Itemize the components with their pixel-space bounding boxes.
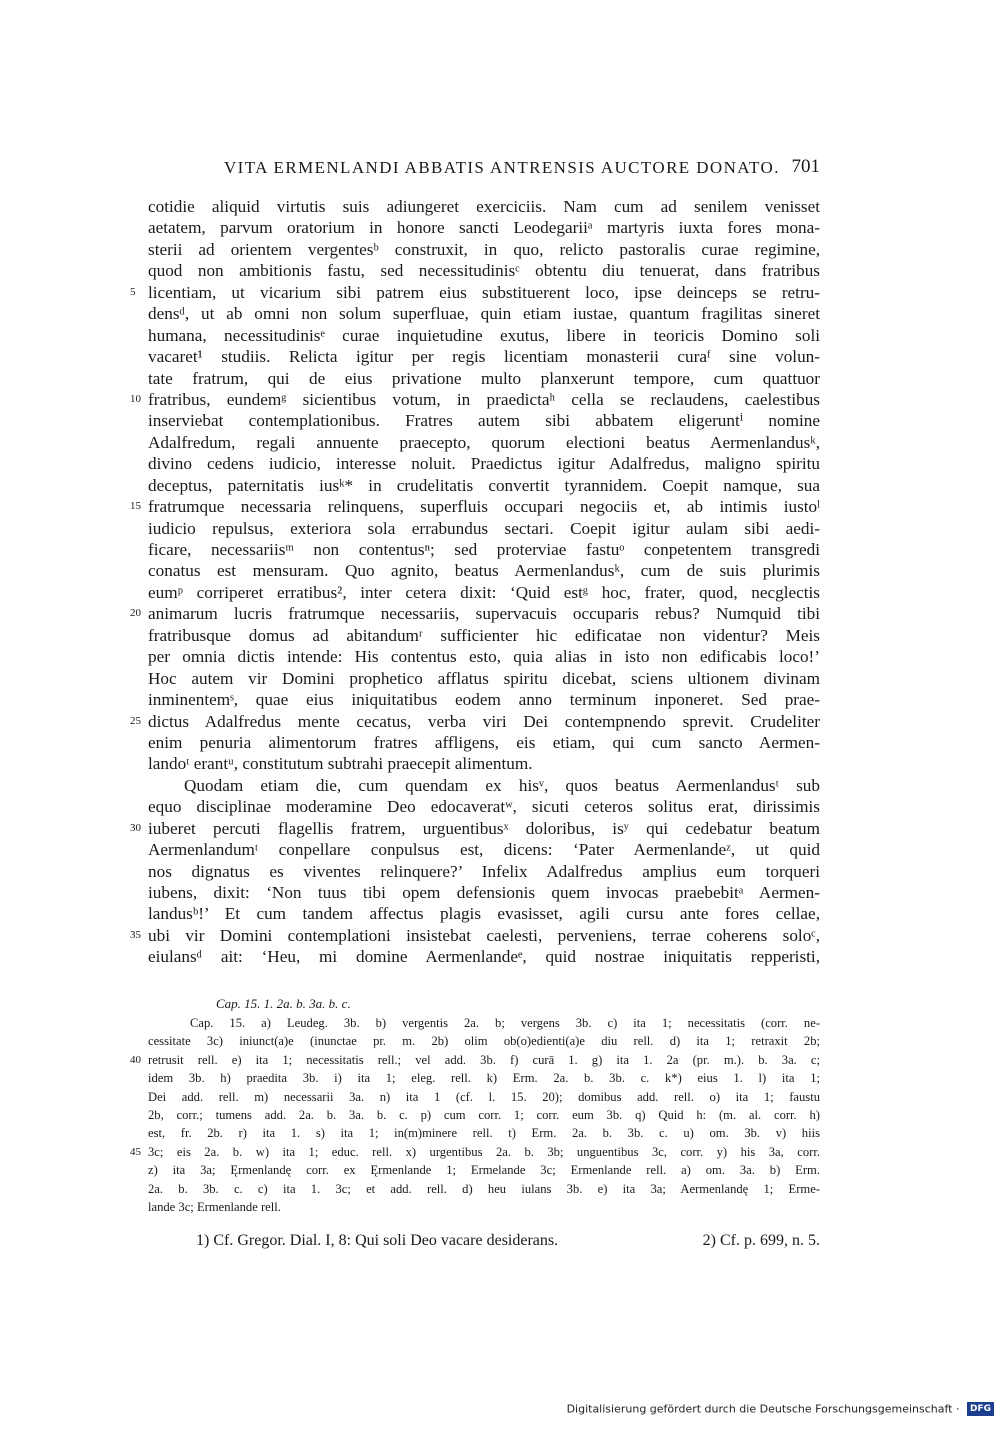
- line-text: Aermenlandumᵗ conpellare conpulsus est, dicens: ‘Pater Aermenlandeᶻ, ut quid: [148, 840, 820, 860]
- apparatus-line: [148, 1088, 820, 1106]
- text-line: [148, 582, 820, 603]
- text-line: [148, 368, 820, 389]
- apparatus-line: [148, 1106, 820, 1124]
- text-line: [148, 410, 820, 431]
- line-number: 45: [130, 1145, 141, 1158]
- credit-text: Digitalisierung gefördert durch die Deutsche Forschungsgemeinschaft ·: [566, 1402, 960, 1416]
- line-text: divino cedens iudicio, interesse noluit. Praedictus igitur Adalfredus, maligno spiritu: [148, 454, 820, 474]
- apparatus-text: est, fr. 2b. r) ita 1. s) ita 1; in(m)minere rell. t) Erm. 2a. b. 3b. c. u) om. 3b. v) hiis: [148, 1126, 820, 1141]
- footnote-1: 1) Cf. Gregor. Dial. I, 8: Qui soli Deo vacare desiderans.: [196, 1232, 559, 1249]
- text-line: [148, 861, 820, 882]
- text-line: [148, 453, 820, 474]
- apparatus-text: 3c; eis 2a. b. w) ita 1; educ. rell. x) urgentibus 2a. b. 3b; unguentibus 3c, corr. y) his 3a, corr.: [148, 1144, 820, 1159]
- dfg-logo: DFG: [967, 1402, 994, 1416]
- text-line: [148, 839, 820, 860]
- apparatus-text: 2a. b. 3b. c. c) ita 1. 3c; et add. rell. d) heu iulans 3b. e) ita 3a; Aermenlandę 1; Erme-: [148, 1181, 820, 1196]
- text-line: [148, 560, 820, 581]
- line-text: fratribusque domus ad abitandumʳ sufficienter hic edificatae non videntur? Meis: [148, 625, 820, 645]
- text-line: [148, 539, 820, 560]
- line-text: sterii ad orientem vergentesᵇ construxit, in quo, relicto pastoralis curae regimine,: [148, 239, 820, 259]
- apparatus-line: [148, 1161, 820, 1179]
- line-text: Quodam etiam die, cum quendam ex hisᵛ, quos beatus Aermenlandusᵗ sub: [184, 775, 820, 795]
- line-text: dictus Adalfredus mente cecatus, verba viri Dei contempnendo sprevit. Crudeliter: [148, 711, 820, 731]
- text-line: [148, 239, 820, 260]
- text-line: [148, 689, 820, 710]
- text-line: [130, 282, 820, 303]
- line-number: 30: [130, 821, 141, 834]
- page-number: 701: [791, 156, 820, 177]
- text-line: [130, 925, 820, 946]
- text-line: [130, 389, 820, 410]
- line-text: landusᵇ!’ Et cum tandem affectus plagis evasisset, agili cursu ante fores cellae,: [148, 904, 820, 924]
- text-line: [130, 818, 820, 839]
- text-line: [148, 432, 820, 453]
- line-text: conatus est mensuram. Quo agnito, beatus Aermenlandusᵏ, cum de suis plurimis: [148, 561, 820, 581]
- text-line: [148, 196, 820, 217]
- line-number: 15: [130, 500, 141, 513]
- apparatus-text: 2b, corr.; tumens add. 2a. b. 3a. b. c. p) cum corr. 1; corr. eum 3b. q) Quid h: (m. al. corr. h): [148, 1107, 820, 1122]
- text-line: [148, 325, 820, 346]
- line-text: fratrumque necessaria relinquens, superfluis occupari negociis et, ab intimis iustoˡ: [148, 497, 820, 517]
- apparatus-text: idem 3b. h) praedita 3b. i) ita 1; eleg. rell. k) Erm. 2a. b. 3b. c. k*) eius 1. l) ita 1;: [148, 1071, 820, 1086]
- line-number: 5: [130, 285, 136, 298]
- apparatus-text: z) ita 3a; Ęrmenlandę corr. ex Ęrmenlande 1; Ermelande 3c; Ermenlande rell. a) om. 3a. b) Erm.: [148, 1163, 820, 1178]
- line-text: Hoc autem vir Domini prophetico afflatus spiritu dicebat, sciens ultionem divinam: [148, 668, 820, 688]
- apparatus-line: [148, 1198, 820, 1216]
- text-line: [148, 882, 820, 903]
- text-line: [148, 475, 820, 496]
- line-number: 25: [130, 714, 141, 727]
- line-text: landoᵗ erantᵘ, constitutum subtrahi praecepit alimentum.: [148, 754, 533, 774]
- text-line: [130, 711, 820, 732]
- apparatus-line: [148, 1180, 820, 1198]
- apparatus-line: [130, 1051, 820, 1069]
- apparatus-line: [148, 1014, 820, 1032]
- running-head: [148, 150, 820, 180]
- text-line: [148, 625, 820, 646]
- text-line: [148, 217, 820, 238]
- line-text: Adalfredum, regali annuente praecepto, quorum electioni beatus Aermenlandusᵏ,: [148, 432, 820, 452]
- line-text: densᵈ, ut ab omni non solum superfluae, quin etiam iustae, quantum fragilitas sineret: [148, 304, 820, 324]
- text-line: [148, 646, 820, 667]
- line-number: 40: [130, 1053, 141, 1066]
- line-text: aetatem, parvum oratorium in honore sancti Leodegariiᵃ martyris iuxta fores mona-: [148, 218, 820, 238]
- line-text: per omnia dictis intende: His contentus esto, quia alias in isto non edificabis loco!’: [148, 647, 820, 667]
- line-text: deceptus, paternitatis iusᵏ* in crudelitatis convertit tyrannidem. Coepit namque, sua: [148, 475, 820, 495]
- line-text: equo disciplinae moderamine Deo edocaveratʷ, sicuti ceteros solitus erat, dirissimis: [148, 797, 820, 817]
- line-text: licentiam, ut vicarium sibi patrem eius substituerent loco, ipse deinceps se retru-: [148, 282, 820, 302]
- line-text: ficare, necessariisᵐ non contentusⁿ; sed proterviae fastuᵒ conpetentem transgredi: [148, 540, 820, 559]
- text-line: [148, 260, 820, 281]
- text-line: [148, 903, 820, 924]
- line-text: vacaret¹ studiis. Relicta igitur per regis licentiam monasterii curaᶠ sine volun-: [148, 347, 820, 367]
- line-text: eumᵖ corriperet erratibus², inter cetera dixit: ‘Quid estᵍ hoc, frater, quod, necglectis: [148, 582, 820, 602]
- main-text: [130, 196, 820, 968]
- text-line: [130, 603, 820, 624]
- line-number: 35: [130, 928, 141, 941]
- apparatus-line: [148, 1069, 820, 1087]
- text-line: [148, 796, 820, 817]
- line-text: enim penuria alimentorum fratres affligens, eis etiam, qui cum sancto Aermen-: [148, 732, 820, 752]
- text-line: [148, 303, 820, 324]
- digitization-credit: [567, 1402, 994, 1418]
- apparatus-caption: Cap. 15. 1. 2a. b. 3a. b. c.: [216, 996, 351, 1011]
- text-line: [148, 668, 820, 689]
- line-text: quod non ambitionis fastu, sed necessitudinisᶜ obtentu diu tenuerat, dans fratribus: [148, 261, 820, 281]
- line-text: animarum lucris fratrumque necessariis, supervacuis occuparis rebus? Numquid tibi: [148, 604, 820, 624]
- line-text: eiulansᵈ ait: ‘Heu, mi domine Aermenlandeᵉ, quid nostrae iniquitatis repperisti,: [148, 947, 820, 967]
- line-number: 20: [130, 607, 141, 620]
- apparatus-text: Dei add. rell. m) necessarii 3a. n) ita 1 (cf. l. 15. 20); domibus add. rell. o) ita 1; faustu: [148, 1089, 820, 1104]
- line-text: fratribus, eundemᵍ sicientibus votum, in praedictaʰ cella se reclaudens, caelestibus: [148, 389, 820, 409]
- line-text: ubi vir Domini contemplationi insistebat caelesti, perveniens, terrae coherens soloᶜ,: [148, 925, 820, 945]
- apparatus-text: Cap. 15. a) Leudeg. 3b. b) vergentis 2a. b; vergens 3b. c) ita 1; necessitatis (corr. ne-: [190, 1016, 820, 1030]
- apparatus-text: retrusit rell. e) ita 1; necessitatis rell.; vel add. 3b. f) curā 1. g) ita 1. 2a (pr. m.). b. 3a. c;: [148, 1052, 820, 1067]
- apparatus-lines: [130, 1014, 820, 1216]
- line-text: iudicio repulsus, exteriora sola errabundus sectari. Coepit igitur aulam sibi aedi-: [148, 518, 820, 538]
- line-text: inserviebat contemplationibus. Fratres autem sibi abbatem eligeruntⁱ nomine: [148, 411, 820, 431]
- critical-apparatus: [130, 994, 820, 1216]
- text-line: [130, 496, 820, 517]
- line-text: cotidie aliquid virtutis suis adiungeret exerciciis. Nam cum ad senilem venisset: [148, 197, 820, 216]
- apparatus-text: lande 3c; Ermenlande rell.: [148, 1199, 281, 1214]
- line-text: nos dignatus es viventes relinquere?’ Infelix Adalfredus amplius eum torqueri: [148, 861, 820, 881]
- text-line: [148, 346, 820, 367]
- running-title: VITA ERMENLANDI ABBATIS ANTRENSIS AUCTORE DONATO.: [224, 158, 780, 177]
- text-line: [148, 518, 820, 539]
- apparatus-text: cessitate 3c) iniunct(a)e (inunctae pr. m. 2b) olim ob(o)edienti(a)e diu rell. d) ita 1; retraxit 2b;: [148, 1034, 820, 1049]
- footnote-2: 2) Cf. p. 699, n. 5.: [702, 1232, 820, 1249]
- line-text: iuberet percuti flagellis fratrem, urguentibusˣ doloribus, isʸ qui cedebatur beatum: [148, 818, 820, 838]
- line-number: 10: [130, 392, 141, 405]
- apparatus-line: [148, 1032, 820, 1050]
- apparatus-line: [148, 1124, 820, 1142]
- line-text: tate fratrum, qui de eius privatione multo planxerunt tempore, cum quattuor: [148, 368, 820, 388]
- line-text: humana, necessitudinisᵉ curae inquietudine exutus, libere in teoricis Domino soli: [148, 325, 820, 345]
- apparatus-line: [130, 1143, 820, 1161]
- text-line: [148, 946, 820, 967]
- text-line: [148, 732, 820, 753]
- text-line: [148, 753, 820, 774]
- line-text: iubens, dixit: ‘Non tuus tibi opem defensionis quem invocas praebebitᵃ Aermen-: [148, 883, 820, 902]
- text-line: [148, 775, 820, 796]
- line-text: inminentemˢ, quae eius iniquitatibus eodem anno terminum inponeret. Sed prae-: [148, 690, 820, 710]
